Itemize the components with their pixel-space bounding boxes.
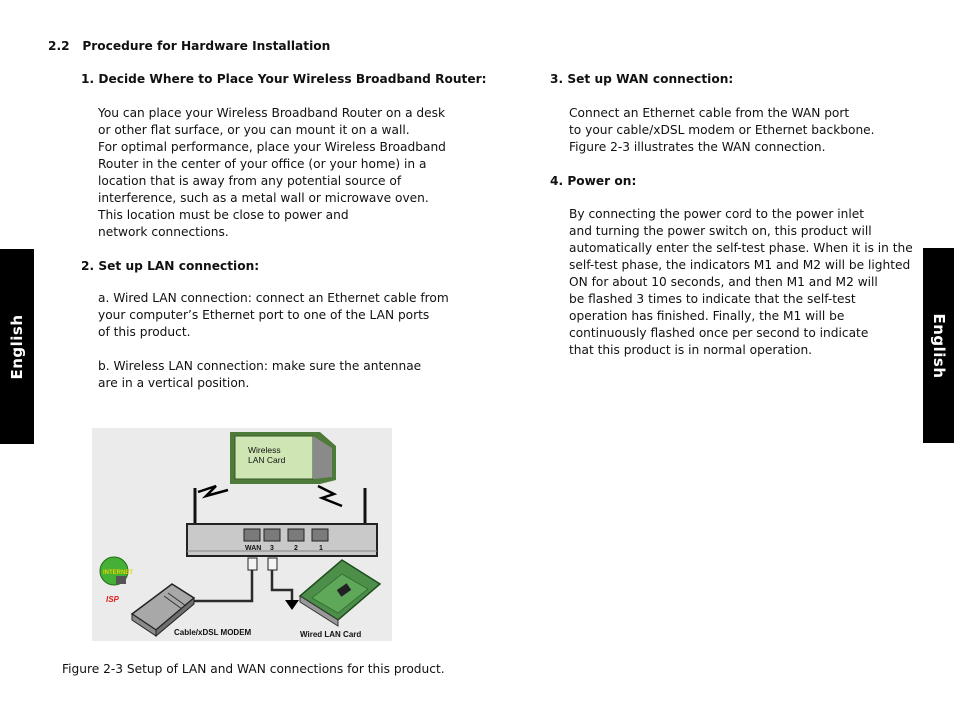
wired-card-label: Wired LAN Card: [300, 630, 362, 639]
section-number: 2.2: [48, 39, 70, 53]
step1-line: You can place your Wireless Broadband Router on a desk: [98, 106, 446, 120]
language-tab-left-label: English: [8, 313, 26, 380]
lan-cable-plug: [268, 558, 277, 570]
step2-wired-body: [98, 290, 449, 341]
step2-wireless-line: are in a vertical position.: [98, 376, 250, 390]
language-tab-left: [0, 249, 34, 444]
step4-body: [569, 206, 913, 359]
lan-port-1: [312, 529, 328, 541]
step3-line: to your cable/xDSL modem or Ethernet backbone.: [569, 123, 875, 137]
figure-caption: Figure 2-3 Setup of LAN and WAN connections for this product.: [62, 662, 445, 676]
step2-wired-line: of this product.: [98, 325, 191, 339]
step3-line: Connect an Ethernet cable from the WAN port: [569, 106, 850, 120]
step2-heading: 2. Set up LAN connection:: [81, 259, 260, 273]
step4-line: that this product is in normal operation.: [569, 343, 813, 357]
step1-line: interference, such as a metal wall or microwave oven.: [98, 191, 429, 205]
step1-line: location that is away from any potential source of: [98, 174, 402, 188]
step2-wireless-body: [98, 358, 421, 392]
modem-label: Cable/xDSL MODEM: [174, 628, 252, 637]
step2-wired-line: a. Wired LAN connection: connect an Ethernet cable from: [98, 291, 449, 305]
step2-wired-line: your computer’s Ethernet port to one of the LAN ports: [98, 308, 430, 322]
wireless-card-label-1: Wireless: [248, 445, 281, 455]
step1-line: Router in the center of your office (or your home) in a: [98, 157, 427, 171]
step4-line: By connecting the power cord to the power inlet: [569, 207, 865, 221]
step1-line: For optimal performance, place your Wireless Broadband: [98, 140, 446, 154]
section-title: Procedure for Hardware Installation: [82, 39, 331, 53]
step4-line: self-test phase, the indicators M1 and M2 will be lighted: [569, 258, 911, 272]
step1-heading: 1. Decide Where to Place Your Wireless Broadband Router:: [81, 72, 487, 86]
internet-label: INTERNET: [103, 570, 133, 576]
step1-line: This location must be close to power and: [98, 208, 349, 222]
language-tab-right-label: English: [929, 312, 948, 379]
step4-line: be flashed 3 times to indicate that the self-test: [569, 292, 856, 306]
step4-line: automatically enter the self-test phase. When it is in the: [569, 241, 913, 255]
section-heading: [48, 38, 330, 55]
port-2-label: 2: [294, 545, 298, 552]
lan-port-3: [264, 529, 280, 541]
wan-port: [244, 529, 260, 541]
step3-line: Figure 2-3 illustrates the WAN connection.: [569, 140, 826, 154]
connection-diagram: [92, 428, 392, 641]
step4-heading: 4. Power on:: [550, 174, 637, 188]
step3-heading: 3. Set up WAN connection:: [550, 72, 734, 86]
wan-cable-plug: [248, 558, 257, 570]
wan-port-label: WAN: [245, 545, 262, 552]
port-3-label: 3: [270, 545, 274, 552]
step2-wireless-line: b. Wireless LAN connection: make sure the antennae: [98, 359, 422, 373]
step1-body: [98, 105, 446, 241]
step1-line: network connections.: [98, 225, 229, 239]
step4-line: ON for about 10 seconds, and then M1 and M2 will: [569, 275, 878, 289]
step4-line: operation has finished. Finally, the M1 will be: [569, 309, 845, 323]
step4-line: continuously flashed once per second to indicate: [569, 326, 869, 340]
step4-line: and turning the power switch on, this product will: [569, 224, 872, 238]
wireless-card-label-2: LAN Card: [248, 455, 286, 465]
lan-port-2: [288, 529, 304, 541]
language-tab-right: [923, 248, 954, 443]
wireless-lan-card: [230, 432, 336, 484]
step1-line: or other flat surface, or you can mount it on a wall.: [98, 123, 410, 137]
port-1-label: 1: [319, 545, 323, 552]
isp-label: ISP: [106, 595, 119, 604]
step3-body: [569, 105, 875, 156]
